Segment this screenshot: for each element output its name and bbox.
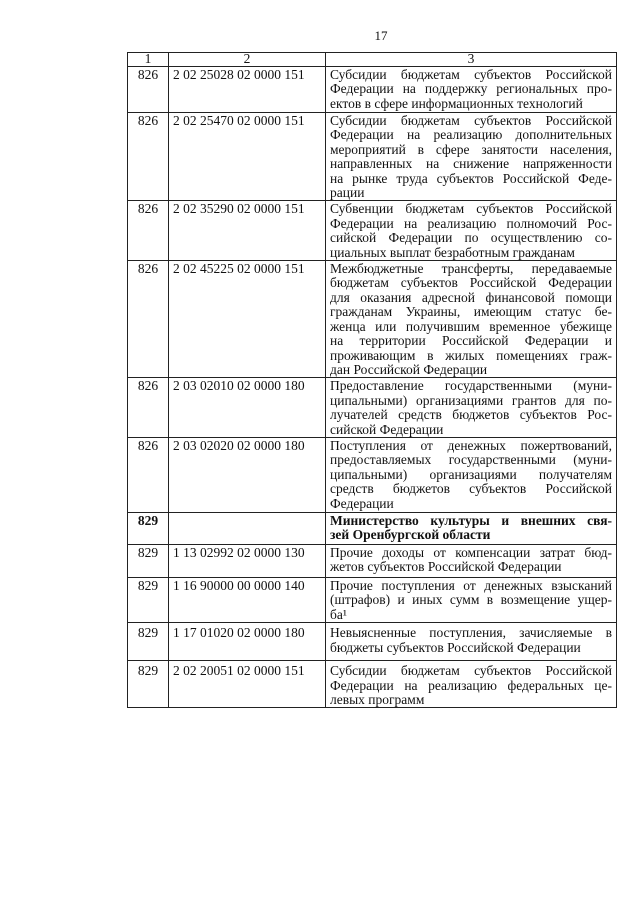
description-line: проживающим в жилых помещениях граж- [330,347,612,363]
description-line: Федерации [330,495,394,511]
description-line: зей Оренбургской области [330,527,491,543]
description-cell [326,544,617,577]
description-line: Субсидии бюджетам субъектов Российской [330,663,612,679]
admin-code-cell: 829 [128,544,169,577]
revenue-code-cell: 2 02 20051 02 0000 151 [169,661,326,708]
table-row [128,661,617,708]
description-line: ба¹ [330,606,347,622]
description-line: для оказания адресной финансовой помощи [330,289,612,305]
column-number-3: 3 [326,53,617,67]
table-body [128,67,617,708]
description-line: Субсидии бюджетам субъектов Российской [330,113,612,128]
admin-code-cell: 826 [128,261,169,378]
admin-code-cell: 829 [128,577,169,622]
admin-code-cell: 826 [128,201,169,261]
table-row [128,577,617,622]
description-line: лучателей средств бюджетов субъектов Рос- [330,407,612,423]
description-line: (штрафов) и иных сумм в возмещение ущер- [330,592,612,608]
description-line: сийской Федерации [330,421,444,437]
description-line: Предоставление государственными (муни- [330,378,612,394]
revenue-code-cell: 2 02 25028 02 0000 151 [169,67,326,113]
description-line: средств бюджетов субъектов Российской [330,481,612,497]
description-line: рации [330,185,365,201]
admin-code-cell: 829 [128,661,169,708]
table-row [128,261,617,378]
description-cell [326,577,617,622]
description-cell [326,378,617,438]
table-row [128,67,617,113]
table-row [128,378,617,438]
description-line: мероприятий в сфере занятости населения, [330,141,612,157]
description-line: женца или получившим временное убежище [330,318,612,334]
page-number: 17 [374,28,388,43]
admin-code-cell: 826 [128,437,169,512]
description-line: на рынке труда субъектов Российской Феде- [330,170,612,186]
description-cell [326,437,617,512]
description-line: Межбюджетные трансферты, передаваемые [330,261,612,277]
description-line: направленных на снижение напряженности [330,156,612,172]
table-row [128,201,617,261]
table-row [128,623,617,661]
description-line: Министерство культуры и внешних свя- [330,512,612,528]
description-line: Субвенции бюджетам субъектов Российской [330,201,612,217]
description-cell [326,67,617,113]
description-line: ципальными) организациями грантов для по- [330,392,612,408]
description-line: Прочие поступления от денежных взысканий [330,577,612,593]
description-cell [326,512,617,544]
revenue-code-cell: 2 03 02020 02 0000 180 [169,437,326,512]
description-line: ципальными) организациями получателям [330,466,612,482]
column-number-1: 1 [128,53,169,67]
description-line: Прочие доходы от компенсации затрат бюд- [330,544,612,560]
revenue-code-cell: 2 03 02010 02 0000 180 [169,378,326,438]
description-line: Федерации на реализацию дополнительных [330,127,612,143]
description-line: циальных выплат безработным гражданам [330,244,575,260]
column-number-2: 2 [169,53,326,67]
admin-code-cell: 826 [128,113,169,201]
description-line: Субсидии бюджетам субъектов Российской [330,67,612,82]
table-row [128,113,617,201]
revenue-code-cell: 1 17 01020 02 0000 180 [169,623,326,661]
revenue-code-cell: 2 02 35290 02 0000 151 [169,201,326,261]
revenue-code-cell: 2 02 25470 02 0000 151 [169,113,326,201]
description-line: сийской Федерации по осуществлению со- [330,230,612,246]
revenue-code-cell: 1 16 90000 00 0000 140 [169,577,326,622]
description-cell [326,623,617,661]
description-line: на территории Российской Федерации и [330,333,612,349]
table-header-row [128,53,617,67]
description-line: дан Российской Федерации [330,361,488,377]
description-line: Федерации на реализацию полномочий Рос- [330,215,612,231]
description-line: бюджеты субъектов Российской Федерации [330,639,581,655]
revenue-code-cell: 2 02 45225 02 0000 151 [169,261,326,378]
description-cell [326,261,617,378]
description-cell [326,201,617,261]
description-line: Поступления от денежных пожертвований, [330,437,612,453]
admin-code-cell: 826 [128,67,169,113]
description-line: ектов в сфере информационных технологий [330,95,583,111]
admin-code-cell: 829 [128,512,169,544]
description-line: жетов субъектов Российской Федерации [330,559,562,575]
table-row [128,544,617,577]
table-row [128,512,617,544]
description-line: предоставляемых государственными (муни- [330,452,612,468]
description-line: гражданам Украины, имеющим статус бе- [330,304,612,320]
revenue-codes-table [127,52,617,708]
description-cell [326,113,617,201]
revenue-code-cell [169,512,326,544]
description-line: Федерации на реализацию федеральных це- [330,677,612,693]
revenue-code-cell: 1 13 02992 02 0000 130 [169,544,326,577]
description-line: бюджетам субъектов Российской Федерации [330,275,612,291]
description-cell [326,661,617,708]
description-line: Федерации на поддержку региональных про- [330,81,612,97]
table-row [128,437,617,512]
admin-code-cell: 829 [128,623,169,661]
admin-code-cell: 826 [128,378,169,438]
description-line: Невыясненные поступления, зачисляемые в [330,625,612,641]
description-line: левых программ [330,691,425,707]
